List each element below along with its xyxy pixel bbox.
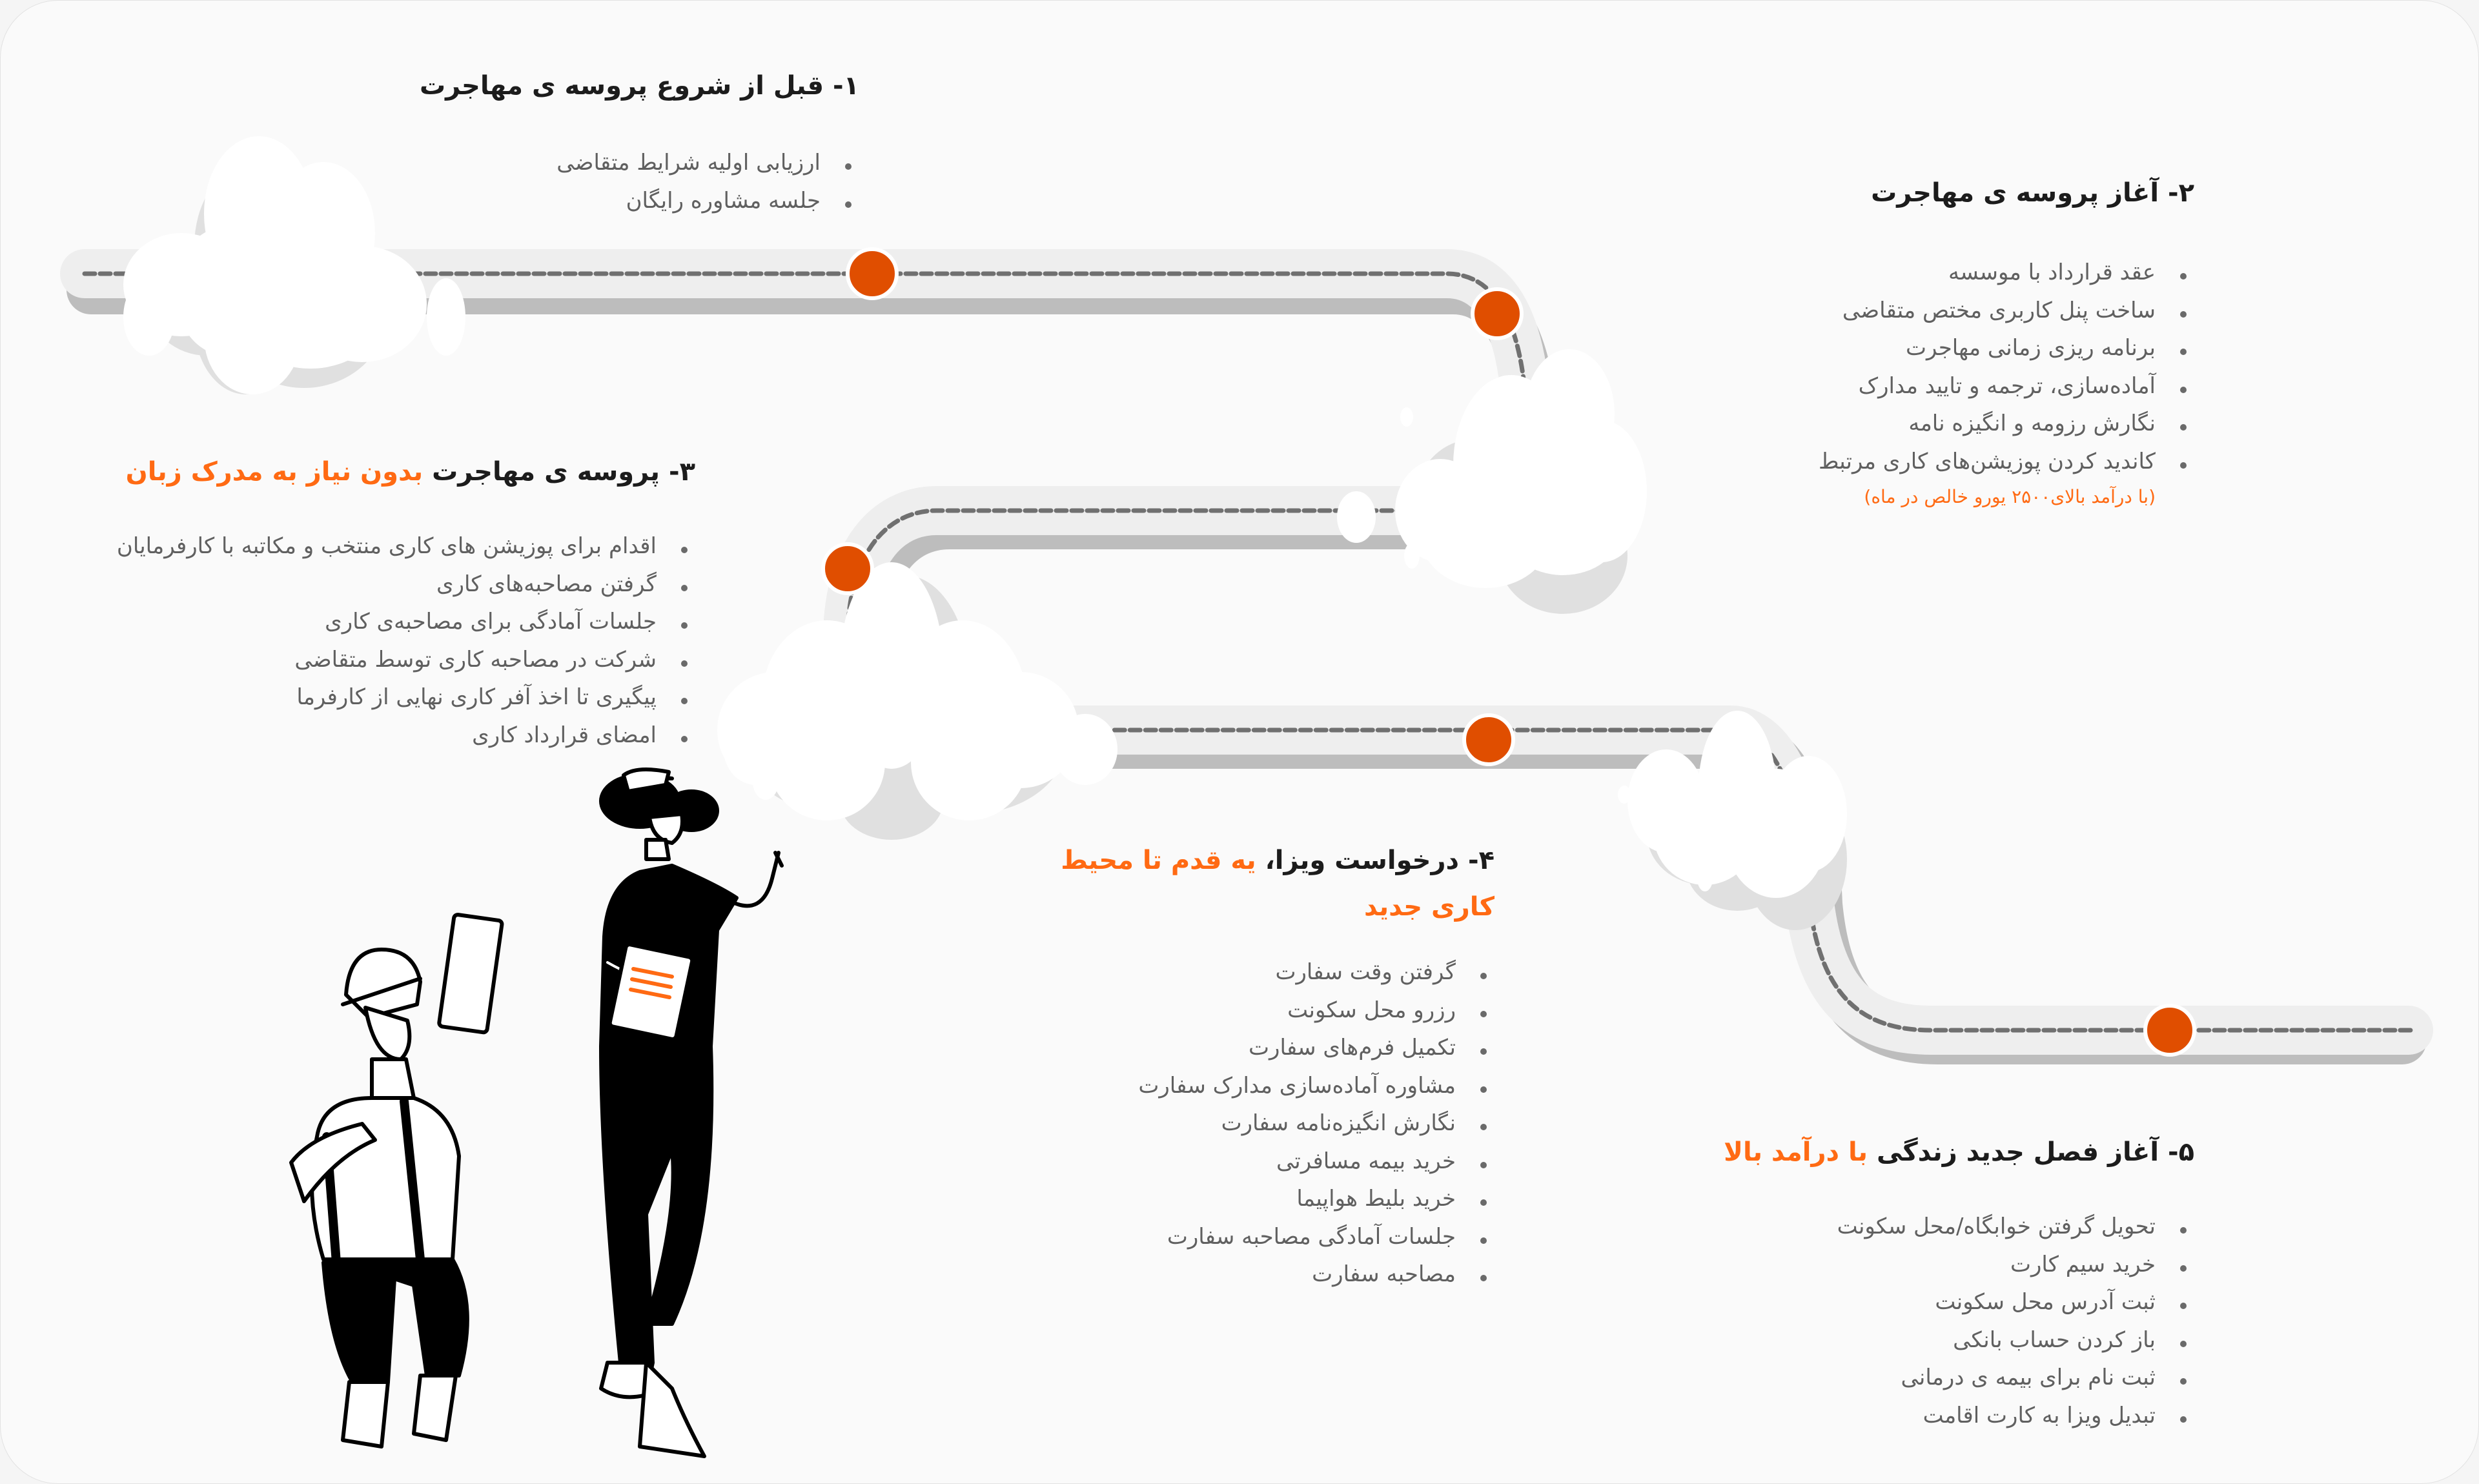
worker-figure — [291, 914, 502, 1447]
list-item: گرفتن مصاحبه‌های کاری — [117, 565, 695, 604]
step-2-heading: ۲- آغاز پروسه ی مهاجرت — [1871, 178, 2194, 208]
step-3-heading: ۳- پروسه ی مهاجرت بدون نیاز به مدرک زبان — [125, 457, 695, 487]
income-note: (با درآمد بالای۲۵۰۰ یورو خالص در ماه) — [1864, 486, 2156, 507]
list-item: نگارش رزومه و انگیزه نامه — [1819, 405, 2194, 443]
list-item: تکمیل فرم‌های سفارت — [1043, 1029, 1495, 1067]
list-item: نگارش انگیزه‌نامه سفارت — [1043, 1104, 1495, 1143]
list-item: برنامه ریزی زمانی مهاجرت — [1819, 329, 2194, 367]
milestone-dot-4 — [1464, 715, 1513, 764]
list-item: باز کردن حساب بانکی — [1724, 1321, 2194, 1359]
step-5-list — [1724, 1208, 2194, 1434]
step-3-list — [117, 527, 695, 754]
list-item: جلسات آمادگی مصاحبه سفارت — [1043, 1218, 1495, 1256]
list-item: مصاحبه سفارت — [1043, 1255, 1495, 1294]
list-item: گرفتن وقت سفارت — [1043, 953, 1495, 991]
woman-figure — [601, 769, 782, 1456]
list-item: جلسات آمادگی برای مصاحبه‌ی کاری — [117, 603, 695, 641]
list-item: ثبت آدرس محل سکونت — [1724, 1283, 2194, 1321]
list-item: ارزیابی اولیه شرایط متقاضی — [420, 144, 859, 182]
list-item: خرید بلیط هواپیما — [1043, 1180, 1495, 1218]
step-5-heading: ۵- آغاز فصل جدید زندگی با درآمد بالا — [1724, 1137, 2194, 1167]
step-3 — [117, 449, 695, 754]
cloud-center — [717, 562, 1117, 840]
list-item: خرید سیم کارت — [1724, 1246, 2194, 1284]
list-item: شرکت در مصاحبه کاری توسط متقاضی — [117, 641, 695, 679]
step-1 — [420, 63, 859, 219]
list-item: تبدیل ویزا به کارت اقامت — [1724, 1397, 2194, 1435]
step-2 — [1819, 170, 2194, 514]
list-item: عقد قرارداد با موسسه — [1819, 254, 2194, 292]
milestone-dot-1 — [848, 249, 897, 298]
list-item: ثبت نام برای بیمه ی درمانی — [1724, 1359, 2194, 1397]
people-illustration — [291, 769, 782, 1456]
list-item: اقدام برای پوزیشن های کاری منتخب و مکاتبه با کارفرمایان — [117, 527, 695, 565]
milestone-dot-3 — [823, 544, 872, 593]
step-4-list — [1043, 953, 1495, 1294]
step-1-heading: ۱- قبل از شروع پروسه ی مهاجرت — [419, 71, 859, 101]
list-item: کاندید کردن پوزیشن‌های کاری مرتبط — [1819, 443, 2194, 481]
list-item: آماده‌سازی، ترجمه و تایید مدارک — [1819, 367, 2194, 405]
list-item: رزرو محل سکونت — [1043, 991, 1495, 1030]
list-item: ساخت پنل کاربری مختص متقاضی — [1819, 292, 2194, 330]
cloud-right-upper — [1337, 349, 1647, 614]
list-item: مشاوره آماده‌سازی مدارک سفارت — [1043, 1067, 1495, 1105]
step-2-list — [1819, 254, 2194, 480]
step-5 — [1724, 1129, 2194, 1434]
step-4-heading: ۴- درخواست ویزا، یه قدم تا محیط کاری جدید — [1061, 846, 1495, 922]
list-item: پیگیری تا اخذ آفر کاری نهایی از کارفرما — [117, 678, 695, 717]
step-4 — [1043, 837, 1495, 1294]
milestone-dot-5 — [2145, 1006, 2194, 1055]
list-item: جلسه مشاوره رایگان — [420, 182, 859, 220]
list-item: خرید بیمه مسافرتی — [1043, 1143, 1495, 1181]
list-item: تحویل گرفتن خوابگاه/محل سکونت — [1724, 1208, 2194, 1246]
step-1-list — [420, 144, 859, 219]
list-item: امضای قرارداد کاری — [117, 717, 695, 755]
milestone-dot-2 — [1473, 289, 1522, 338]
